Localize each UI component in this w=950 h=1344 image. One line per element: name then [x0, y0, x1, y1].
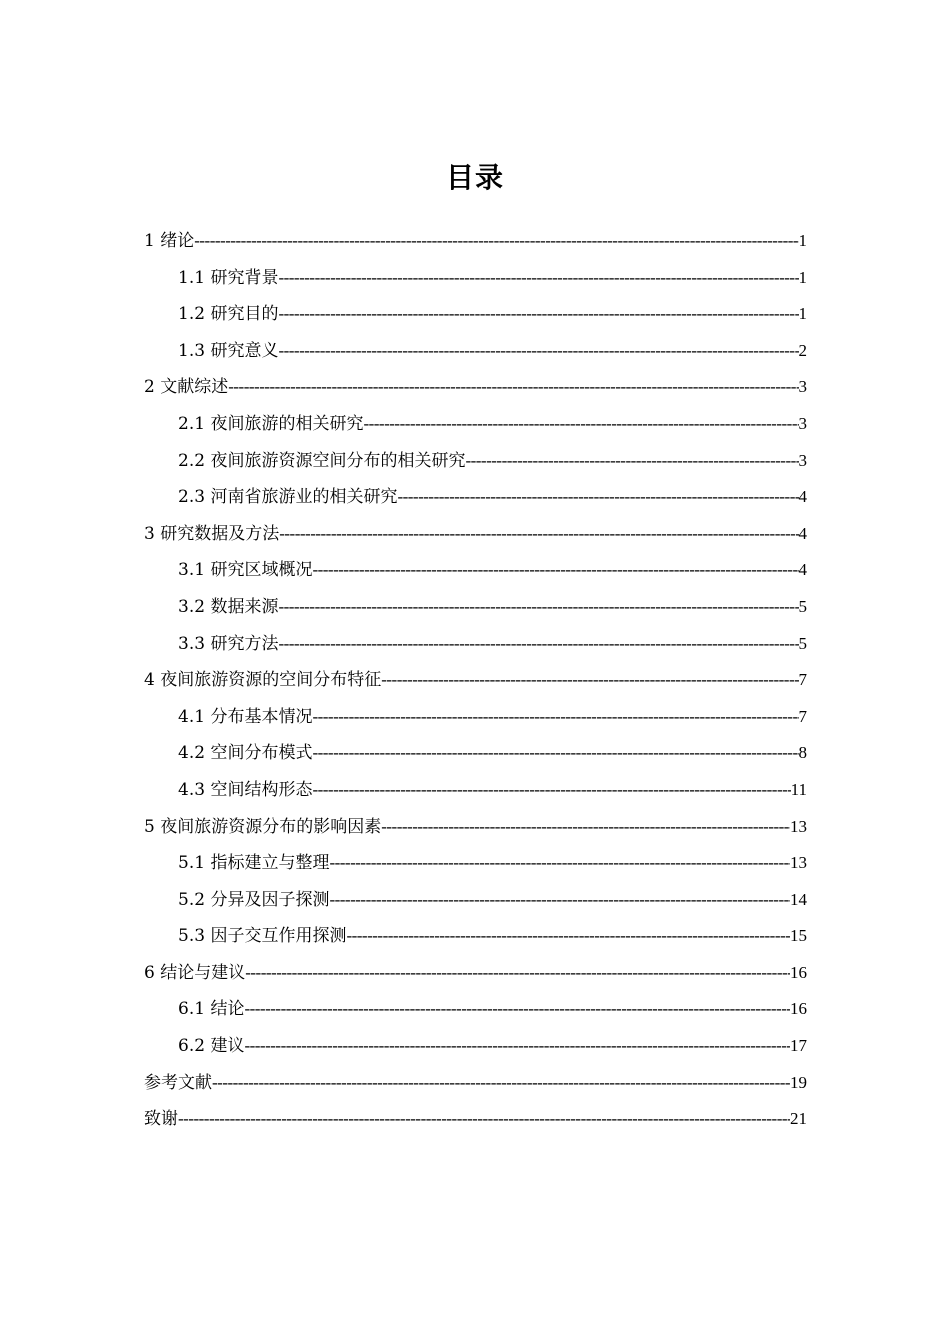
toc-list	[144, 223, 807, 1138]
toc-entry[interactable]	[144, 735, 807, 772]
toc-entry-title: 致谢	[144, 1109, 178, 1130]
toc-leader-dashes	[278, 260, 798, 297]
toc-leader-dashes	[312, 552, 798, 589]
toc-leader-dashes	[228, 369, 798, 406]
toc-leader-dashes	[278, 626, 798, 663]
toc-entry-page-number: 4	[798, 487, 807, 507]
toc-entry[interactable]	[144, 845, 807, 882]
toc-entry-page-number: 2	[798, 340, 807, 360]
toc-entry-title: 2 文献综述	[144, 377, 229, 398]
toc-entry-title: 5 夜间旅游资源分布的影响因素	[144, 816, 382, 837]
toc-entry[interactable]	[144, 1028, 807, 1065]
toc-leader-dashes	[381, 662, 798, 699]
toc-entry-page-number: 17	[790, 1036, 807, 1056]
toc-entry-title: 4.1 分布基本情况	[178, 706, 313, 727]
toc-entry[interactable]	[144, 882, 807, 919]
toc-leader-dashes	[212, 1065, 790, 1102]
toc-leader-dashes	[363, 406, 798, 443]
toc-entry-title: 1 绪论	[144, 231, 195, 251]
toc-entry-title: 5.3 因子交互作用探测	[178, 926, 347, 947]
toc-entry-title: 6.1 结论	[178, 999, 245, 1020]
toc-entry[interactable]	[144, 772, 807, 809]
toc-entry-title: 1.3 研究意义	[178, 340, 279, 361]
toc-entry-page-number: 4	[798, 523, 807, 543]
toc-entry-page-number: 14	[790, 889, 807, 909]
toc-entry-title: 2.1 夜间旅游的相关研究	[178, 413, 364, 434]
toc-leader-dashes	[329, 845, 790, 882]
toc-entry-title: 2.2 夜间旅游资源空间分布的相关研究	[178, 450, 466, 471]
toc-entry-title: 4.2 空间分布模式	[178, 743, 313, 764]
toc-entry-title: 1.2 研究目的	[178, 304, 279, 325]
toc-leader-dashes	[329, 882, 790, 919]
toc-entry[interactable]	[144, 516, 807, 553]
toc-entry[interactable]	[144, 991, 807, 1028]
toc-entry-page-number: 4	[798, 560, 807, 580]
toc-leader-dashes	[278, 296, 798, 333]
toc-entry-page-number: 1	[798, 231, 807, 250]
toc-entry-page-number: 1	[798, 304, 807, 324]
toc-entry[interactable]	[144, 1101, 807, 1138]
toc-entry-page-number: 5	[798, 596, 807, 616]
toc-leader-dashes	[244, 991, 790, 1028]
toc-leader-dashes	[381, 809, 790, 846]
toc-entry-title: 3.2 数据来源	[178, 596, 279, 617]
toc-entry-title: 4.3 空间结构形态	[178, 779, 313, 800]
toc-leader-dashes	[278, 333, 798, 370]
toc-entry-page-number: 3	[798, 413, 807, 433]
toc-entry-title: 5.2 分异及因子探测	[178, 889, 330, 910]
toc-entry[interactable]	[144, 223, 807, 260]
toc-entry-page-number: 21	[790, 1109, 807, 1129]
toc-leader-dashes	[194, 223, 798, 260]
toc-entry-title: 5.1 指标建立与整理	[178, 853, 330, 874]
toc-leader-dashes	[312, 772, 790, 809]
toc-entry-title: 参考文献	[144, 1072, 212, 1093]
toc-entry-page-number: 3	[798, 450, 807, 470]
toc-entry-page-number: 15	[790, 926, 807, 946]
toc-entry[interactable]	[144, 296, 807, 333]
toc-entry-page-number: 1	[798, 267, 807, 287]
toc-entry-page-number: 5	[798, 633, 807, 653]
toc-entry-page-number: 7	[798, 670, 807, 690]
toc-leader-dashes	[312, 699, 798, 736]
toc-entry[interactable]	[144, 626, 807, 663]
toc-entry[interactable]	[144, 333, 807, 370]
toc-leader-dashes	[346, 918, 790, 955]
toc-entry-page-number: 11	[790, 779, 807, 799]
toc-leader-dashes	[279, 516, 798, 553]
toc-entry-page-number: 7	[798, 706, 807, 726]
toc-entry-title: 3.1 研究区域概况	[178, 560, 313, 581]
toc-entry[interactable]	[144, 589, 807, 626]
toc-entry-page-number: 8	[798, 743, 807, 763]
toc-entry[interactable]	[144, 552, 807, 589]
toc-leader-dashes	[178, 1101, 790, 1138]
toc-entry[interactable]	[144, 369, 807, 406]
toc-entry-title: 1.1 研究背景	[178, 267, 279, 288]
toc-leader-dashes	[244, 1028, 790, 1065]
toc-entry[interactable]	[144, 662, 807, 699]
toc-leader-dashes	[465, 443, 798, 480]
toc-entry-page-number: 16	[790, 962, 807, 982]
toc-entry[interactable]	[144, 699, 807, 736]
toc-entry[interactable]	[144, 809, 807, 846]
toc-leader-dashes	[245, 955, 790, 992]
toc-entry[interactable]	[144, 955, 807, 992]
toc-entry-title: 6.2 建议	[178, 1036, 245, 1057]
toc-leader-dashes	[397, 479, 798, 516]
toc-entry[interactable]	[144, 479, 807, 516]
toc-entry-title: 4 夜间旅游资源的空间分布特征	[144, 670, 382, 691]
toc-entry-page-number: 13	[790, 816, 807, 836]
toc-entry-page-number: 3	[798, 377, 807, 397]
toc-entry[interactable]	[144, 406, 807, 443]
toc-entry-page-number: 19	[790, 1072, 807, 1092]
toc-entry-page-number: 13	[790, 853, 807, 873]
toc-entry[interactable]	[144, 1065, 807, 1102]
toc-entry-page-number: 16	[790, 999, 807, 1019]
toc-entry-title: 6 结论与建议	[144, 962, 246, 983]
toc-leader-dashes	[278, 589, 798, 626]
toc-entry[interactable]	[144, 443, 807, 480]
toc-entry-title: 3.3 研究方法	[178, 633, 279, 654]
toc-entry-title: 2.3 河南省旅游业的相关研究	[178, 487, 398, 508]
toc-entry[interactable]	[144, 260, 807, 297]
toc-title: 目录	[445, 161, 504, 194]
toc-entry[interactable]	[144, 918, 807, 955]
toc-leader-dashes	[312, 735, 798, 772]
toc-entry-title: 3 研究数据及方法	[144, 523, 280, 544]
